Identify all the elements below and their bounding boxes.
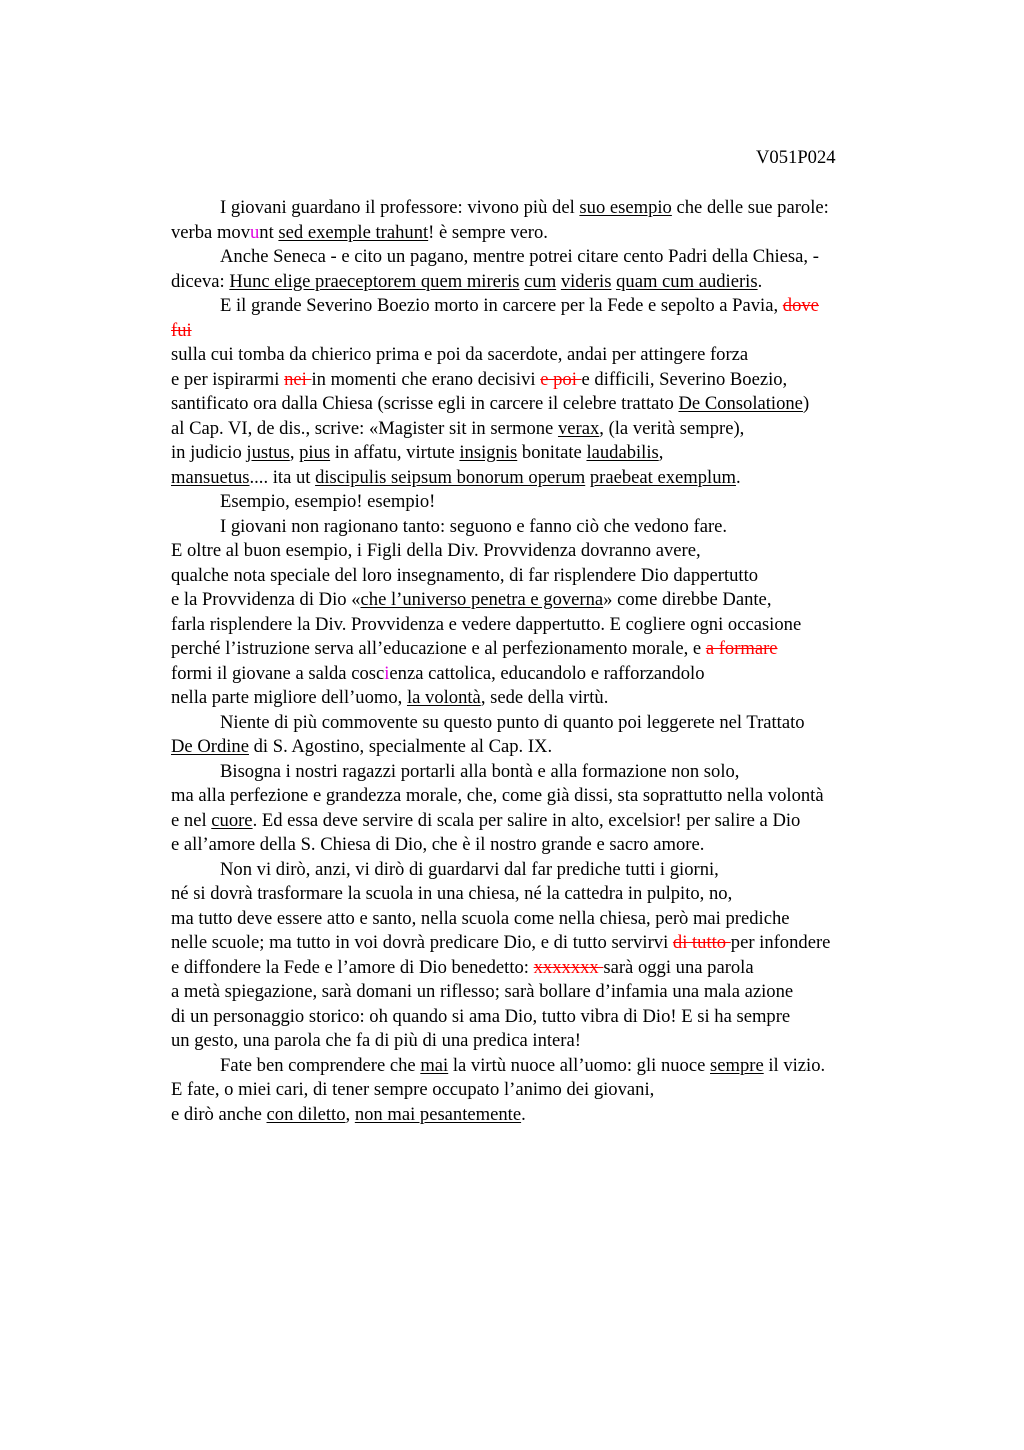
text-run: santificato ora dalla Chiesa (scrisse egli in carcere il celebre trattato	[171, 393, 679, 414]
text-run: e difficili, Severino Boezio,	[581, 368, 788, 390]
text-line	[171, 613, 911, 638]
text-run: ,	[289, 442, 300, 463]
text-run: nt	[259, 221, 279, 243]
text-line	[171, 319, 911, 344]
text-run: e all’amore della S. Chiesa di Dio, che è il nostro grande e sacro amore.	[171, 834, 705, 855]
text-run: a metà spiegazione, sarà domani un riflesso; sarà bollare d’infamia una mala azione	[171, 981, 794, 1002]
text-line	[171, 343, 911, 368]
document-body	[171, 196, 911, 1127]
text-line	[171, 368, 911, 393]
underlined-text: insignis	[459, 442, 518, 463]
underlined-text: praebeat exemplum	[589, 466, 736, 488]
text-run: in judicio	[171, 442, 247, 463]
underlined-text: quam cum audieris	[616, 270, 758, 292]
text-line	[171, 1029, 911, 1054]
text-run: I giovani guardano il professore: vivono più del	[220, 197, 580, 218]
text-run: formi il giovane a salda cosc	[171, 662, 385, 684]
text-line	[171, 956, 911, 981]
text-run: che delle sue parole:	[671, 197, 829, 218]
text-run: Anche Seneca - e cito un pagano, mentre potrei citare cento Padri della Chiesa, -	[220, 246, 819, 267]
deleted-text: e poi	[540, 368, 582, 390]
text-run: sarà oggi una parola	[603, 956, 754, 978]
underlined-text: verax	[557, 417, 600, 439]
text-run: ,	[658, 442, 664, 463]
underlined-text: discipulis seipsum bonorum operum	[315, 466, 586, 488]
deleted-text: nei	[284, 368, 312, 390]
text-run: un gesto, una parola che fa di più di una predica intera!	[171, 1030, 581, 1051]
text-run: e nel	[171, 809, 212, 831]
text-run: ! è sempre vero.	[428, 221, 548, 243]
text-line	[171, 662, 911, 687]
text-run: .	[521, 1103, 526, 1125]
text-line	[171, 564, 911, 589]
underlined-text: De Ordine	[171, 736, 249, 757]
text-run: » come direbbe Dante,	[603, 589, 772, 610]
text-line	[171, 858, 911, 883]
text-run: diceva:	[171, 270, 230, 292]
text-run: e dirò anche	[171, 1103, 267, 1125]
underlined-text: sempre	[710, 1054, 764, 1076]
text-line	[171, 931, 911, 956]
text-run: .	[735, 466, 741, 488]
underlined-text: Hunc elige praeceptorem quem mireris	[229, 270, 520, 292]
text-run: per infondere	[730, 932, 831, 953]
text-run: di un personaggio storico: oh quando si ama Dio, tutto vibra di Dio! E si ha sempre	[171, 1005, 791, 1027]
underlined-text: sed exemple trahunt	[278, 221, 429, 243]
text-run: nelle scuole; ma tutto in voi dovrà predicare Dio, e di tutto servirvi	[171, 932, 673, 953]
text-line	[171, 515, 911, 540]
text-line	[171, 1054, 911, 1079]
text-line	[171, 588, 911, 613]
text-run: . Ed essa deve servire di scala per salire in alto, excelsior! per salire a Dio	[252, 809, 801, 831]
text-line	[171, 221, 911, 246]
underlined-text: non mai pesantemente	[354, 1103, 522, 1125]
text-run: E fate, o miei cari, di tener sempre occupato l’animo dei giovani,	[171, 1079, 655, 1100]
highlighted-correction: i	[384, 662, 390, 684]
underlined-text: videris	[560, 270, 612, 292]
text-run: in momenti che erano decisivi	[311, 368, 541, 390]
text-run: .	[757, 270, 763, 292]
underlined-text: De Consolatione	[678, 393, 803, 414]
text-run: Bisogna i nostri ragazzi portarli alla bontà e alla formazione non solo,	[220, 760, 740, 782]
text-run: e diffondere la Fede e l’amore di Dio benedetto:	[171, 956, 534, 978]
text-line	[171, 392, 911, 417]
text-run: E oltre al buon esempio, i Figli della Div. Provvidenza dovranno avere,	[171, 540, 701, 561]
text-run: in affatu, virtute	[330, 442, 460, 463]
text-line	[171, 760, 911, 785]
text-run: enza cattolica, educandolo e rafforzandolo	[389, 662, 705, 684]
text-line	[171, 711, 911, 736]
text-run: nella parte migliore dell’uomo,	[171, 687, 407, 708]
underlined-text: con diletto	[266, 1103, 346, 1125]
text-run: e la Provvidenza di Dio «	[171, 589, 361, 610]
text-run: verba mov	[171, 221, 250, 243]
underlined-text: justus	[246, 442, 290, 463]
deleted-text: di tutto	[672, 932, 731, 953]
text-line	[171, 686, 911, 711]
text-line	[171, 490, 911, 515]
underlined-text: mai	[420, 1054, 449, 1076]
text-run: né si dovrà trasformare la scuola in una chiesa, né la cattedra in pulpito, no,	[171, 883, 733, 904]
text-run: ,	[345, 1103, 355, 1125]
text-line	[171, 270, 911, 295]
text-line	[171, 784, 911, 809]
text-line	[171, 833, 911, 858]
text-run: Niente di più commovente su questo punto di quanto poi leggerete nel Trattato	[220, 711, 805, 733]
text-line	[171, 245, 911, 270]
text-run: di S. Agostino, specialmente al Cap. IX.	[248, 736, 553, 757]
text-line	[171, 980, 911, 1005]
deleted-text: fui	[171, 319, 192, 341]
underlined-text: suo esempio	[579, 197, 672, 218]
text-line	[171, 466, 911, 491]
text-run: Esempio, esempio! esempio!	[220, 491, 436, 512]
text-run: .... ita ut	[249, 466, 316, 488]
text-run: sulla cui tomba da chierico prima e poi da sacerdote, andai per attingere forza	[171, 344, 749, 365]
text-run: il vizio.	[763, 1054, 826, 1076]
text-run: al Cap. VI, de dis., scrive: «Magister sit in sermone	[171, 417, 558, 439]
text-line	[171, 735, 911, 760]
underlined-text: pius	[299, 442, 331, 463]
page-reference-code: V051P024	[756, 147, 836, 168]
underlined-text: che l’universo penetra e governa	[360, 589, 604, 610]
underlined-text: cum	[524, 270, 557, 292]
text-run: la virtù nuoce all’uomo: gli nuoce	[448, 1054, 710, 1076]
text-line	[171, 809, 911, 834]
deleted-text: xxxxxxx	[533, 956, 604, 978]
text-run: farla risplendere la Div. Provvidenza e vedere dappertutto. E cogliere ogni occasione	[171, 613, 802, 635]
text-line	[171, 907, 911, 932]
text-run: I giovani non ragionano tanto: seguono e fanno ciò che vedono fare.	[220, 515, 728, 537]
text-run: ma alla perfezione e grandezza morale, che, come già dissi, sta soprattutto nella volontà	[171, 785, 824, 806]
text-run: Fate ben comprendere che	[220, 1054, 421, 1076]
text-run: ma tutto deve essere atto e santo, nella scuola come nella chiesa, però mai prediche	[171, 907, 790, 929]
text-line	[171, 196, 911, 221]
deleted-text: a formare	[705, 638, 778, 659]
text-line	[171, 417, 911, 442]
text-run: , sede della virtù.	[480, 687, 609, 708]
deleted-text: dove	[782, 295, 819, 316]
highlighted-correction: u	[250, 221, 260, 243]
text-line	[171, 1103, 911, 1128]
text-line	[171, 1078, 911, 1103]
text-line	[171, 294, 911, 319]
text-line	[171, 637, 911, 662]
text-run: )	[802, 393, 810, 414]
underlined-text: cuore	[211, 809, 253, 831]
underlined-text: mansuetus	[171, 466, 250, 488]
text-run: , (la verità sempre),	[599, 417, 745, 439]
text-run: perché l’istruzione serva all’educazione e al perfezionamento morale, e	[171, 638, 706, 659]
underlined-text: la volontà	[406, 687, 481, 708]
text-line	[171, 1005, 911, 1030]
text-run: Non vi dirò, anzi, vi dirò di guardarvi dal far prediche tutti i giorni,	[220, 858, 719, 880]
text-line	[171, 539, 911, 564]
text-line	[171, 882, 911, 907]
text-line	[171, 441, 911, 466]
text-run: E il grande Severino Boezio morto in carcere per la Fede e sepolto a Pavia,	[220, 295, 783, 316]
text-run: e per ispirarmi	[171, 368, 285, 390]
text-run: bonitate	[517, 442, 587, 463]
text-run: qualche nota speciale del loro insegnamento, di far risplendere Dio dappertutto	[171, 564, 759, 586]
underlined-text: laudabilis	[586, 442, 659, 463]
